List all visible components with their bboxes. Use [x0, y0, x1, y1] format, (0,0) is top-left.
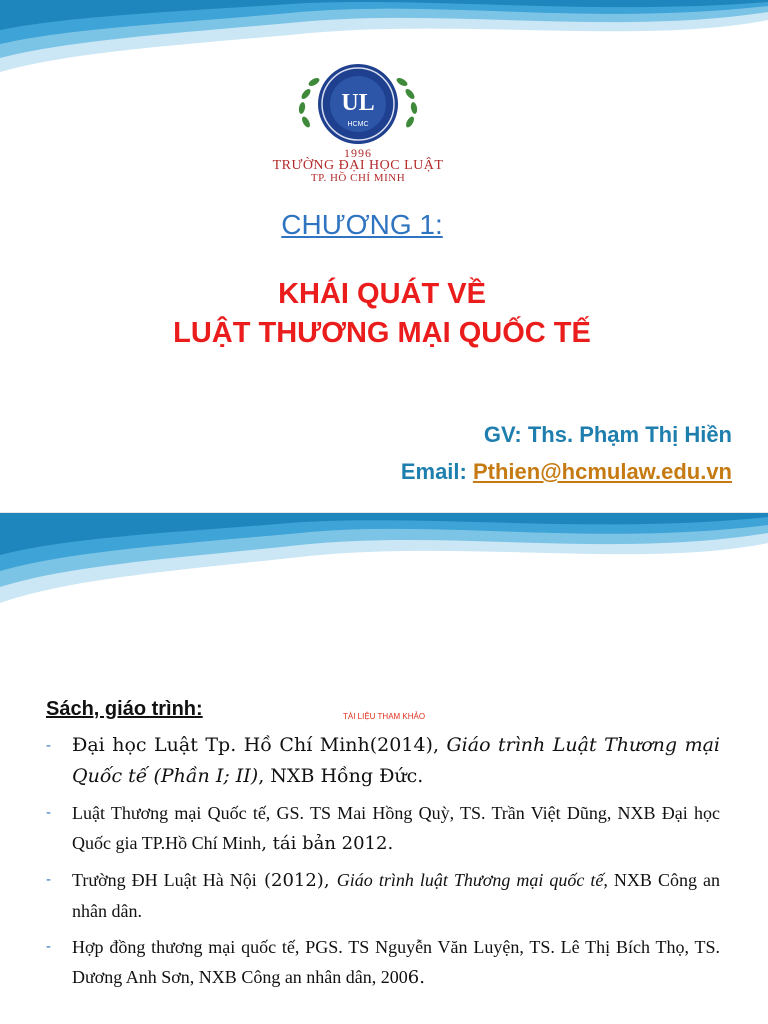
bullet-dash: - [46, 938, 51, 955]
title-line-1: KHÁI QUÁT VỀ [278, 278, 486, 310]
books-heading: Sách, giáo trình: [46, 698, 203, 720]
reference-edition: , tái bản 2012. [261, 833, 394, 854]
email-line [401, 459, 732, 485]
logo-year: 1996 [344, 146, 372, 160]
logo-city: TP. HỒ CHÍ MINH [310, 172, 406, 184]
reference-publisher: , NXB Hồng Đức. [258, 765, 424, 787]
logo-emblem [226, 64, 490, 144]
svg-text:UL: UL [341, 90, 375, 116]
reference-item [46, 932, 720, 993]
reference-item [46, 730, 720, 792]
reference-title: Giáo trình Luật Thương mại Quốc tế (Phần I; II) [72, 734, 720, 787]
email-label: Email: [400, 459, 467, 484]
bullet-dash: - [46, 804, 51, 821]
references-small-heading: TÀI LIỆU THAM KHẢO [343, 712, 426, 721]
reference-text: Đại học Luật Tp. Hồ Chí Minh(2014), [72, 734, 439, 756]
reference-text: Hợp đồng thương mại quốc tế, PGS. TS Nguyễn Văn Luyện, TS. Lê Thị Bích Thọ, TS. Dương Anh Sơn, NXB Công an nhân dân, 200 [72, 937, 720, 987]
svg-text:HCMC: HCMC [347, 121, 369, 128]
email-link[interactable]: Pthien@hcmulaw.edu.vn [472, 459, 732, 484]
reference-publisher: , NXB Công an nhân dân. [72, 870, 720, 921]
reference-text: Trường ĐH Luật Hà Nội [72, 870, 257, 890]
wave-decoration-top [0, 513, 768, 613]
reference-text: Luật Thương mại Quốc tế, GS. TS Mai Hồng Quỳ, TS. Trần Việt Dũng, NXB Đại học Quốc gia TP.Hồ Chí Minh [72, 803, 720, 853]
reference-title: Giáo trình luật Thương mại quốc tế [336, 870, 604, 890]
title-line-2: LUẬT THƯƠNG MẠI QUỐC TẾ [173, 317, 591, 349]
reference-list [46, 730, 720, 993]
reference-year: (2012), [256, 870, 337, 891]
reference-item [46, 798, 720, 859]
reference-item [46, 865, 720, 926]
bullet-dash: - [46, 871, 51, 888]
bullet-dash: - [46, 737, 51, 754]
teacher-name: GV: Ths. Phạm Thị Hiền [483, 422, 732, 447]
university-logo [226, 64, 490, 188]
chapter-heading: CHƯƠNG 1: [281, 209, 443, 240]
logo-school-name: TRƯỜNG ĐẠI HỌC LUẬT [272, 158, 444, 173]
reference-year-end: 6. [407, 967, 425, 988]
